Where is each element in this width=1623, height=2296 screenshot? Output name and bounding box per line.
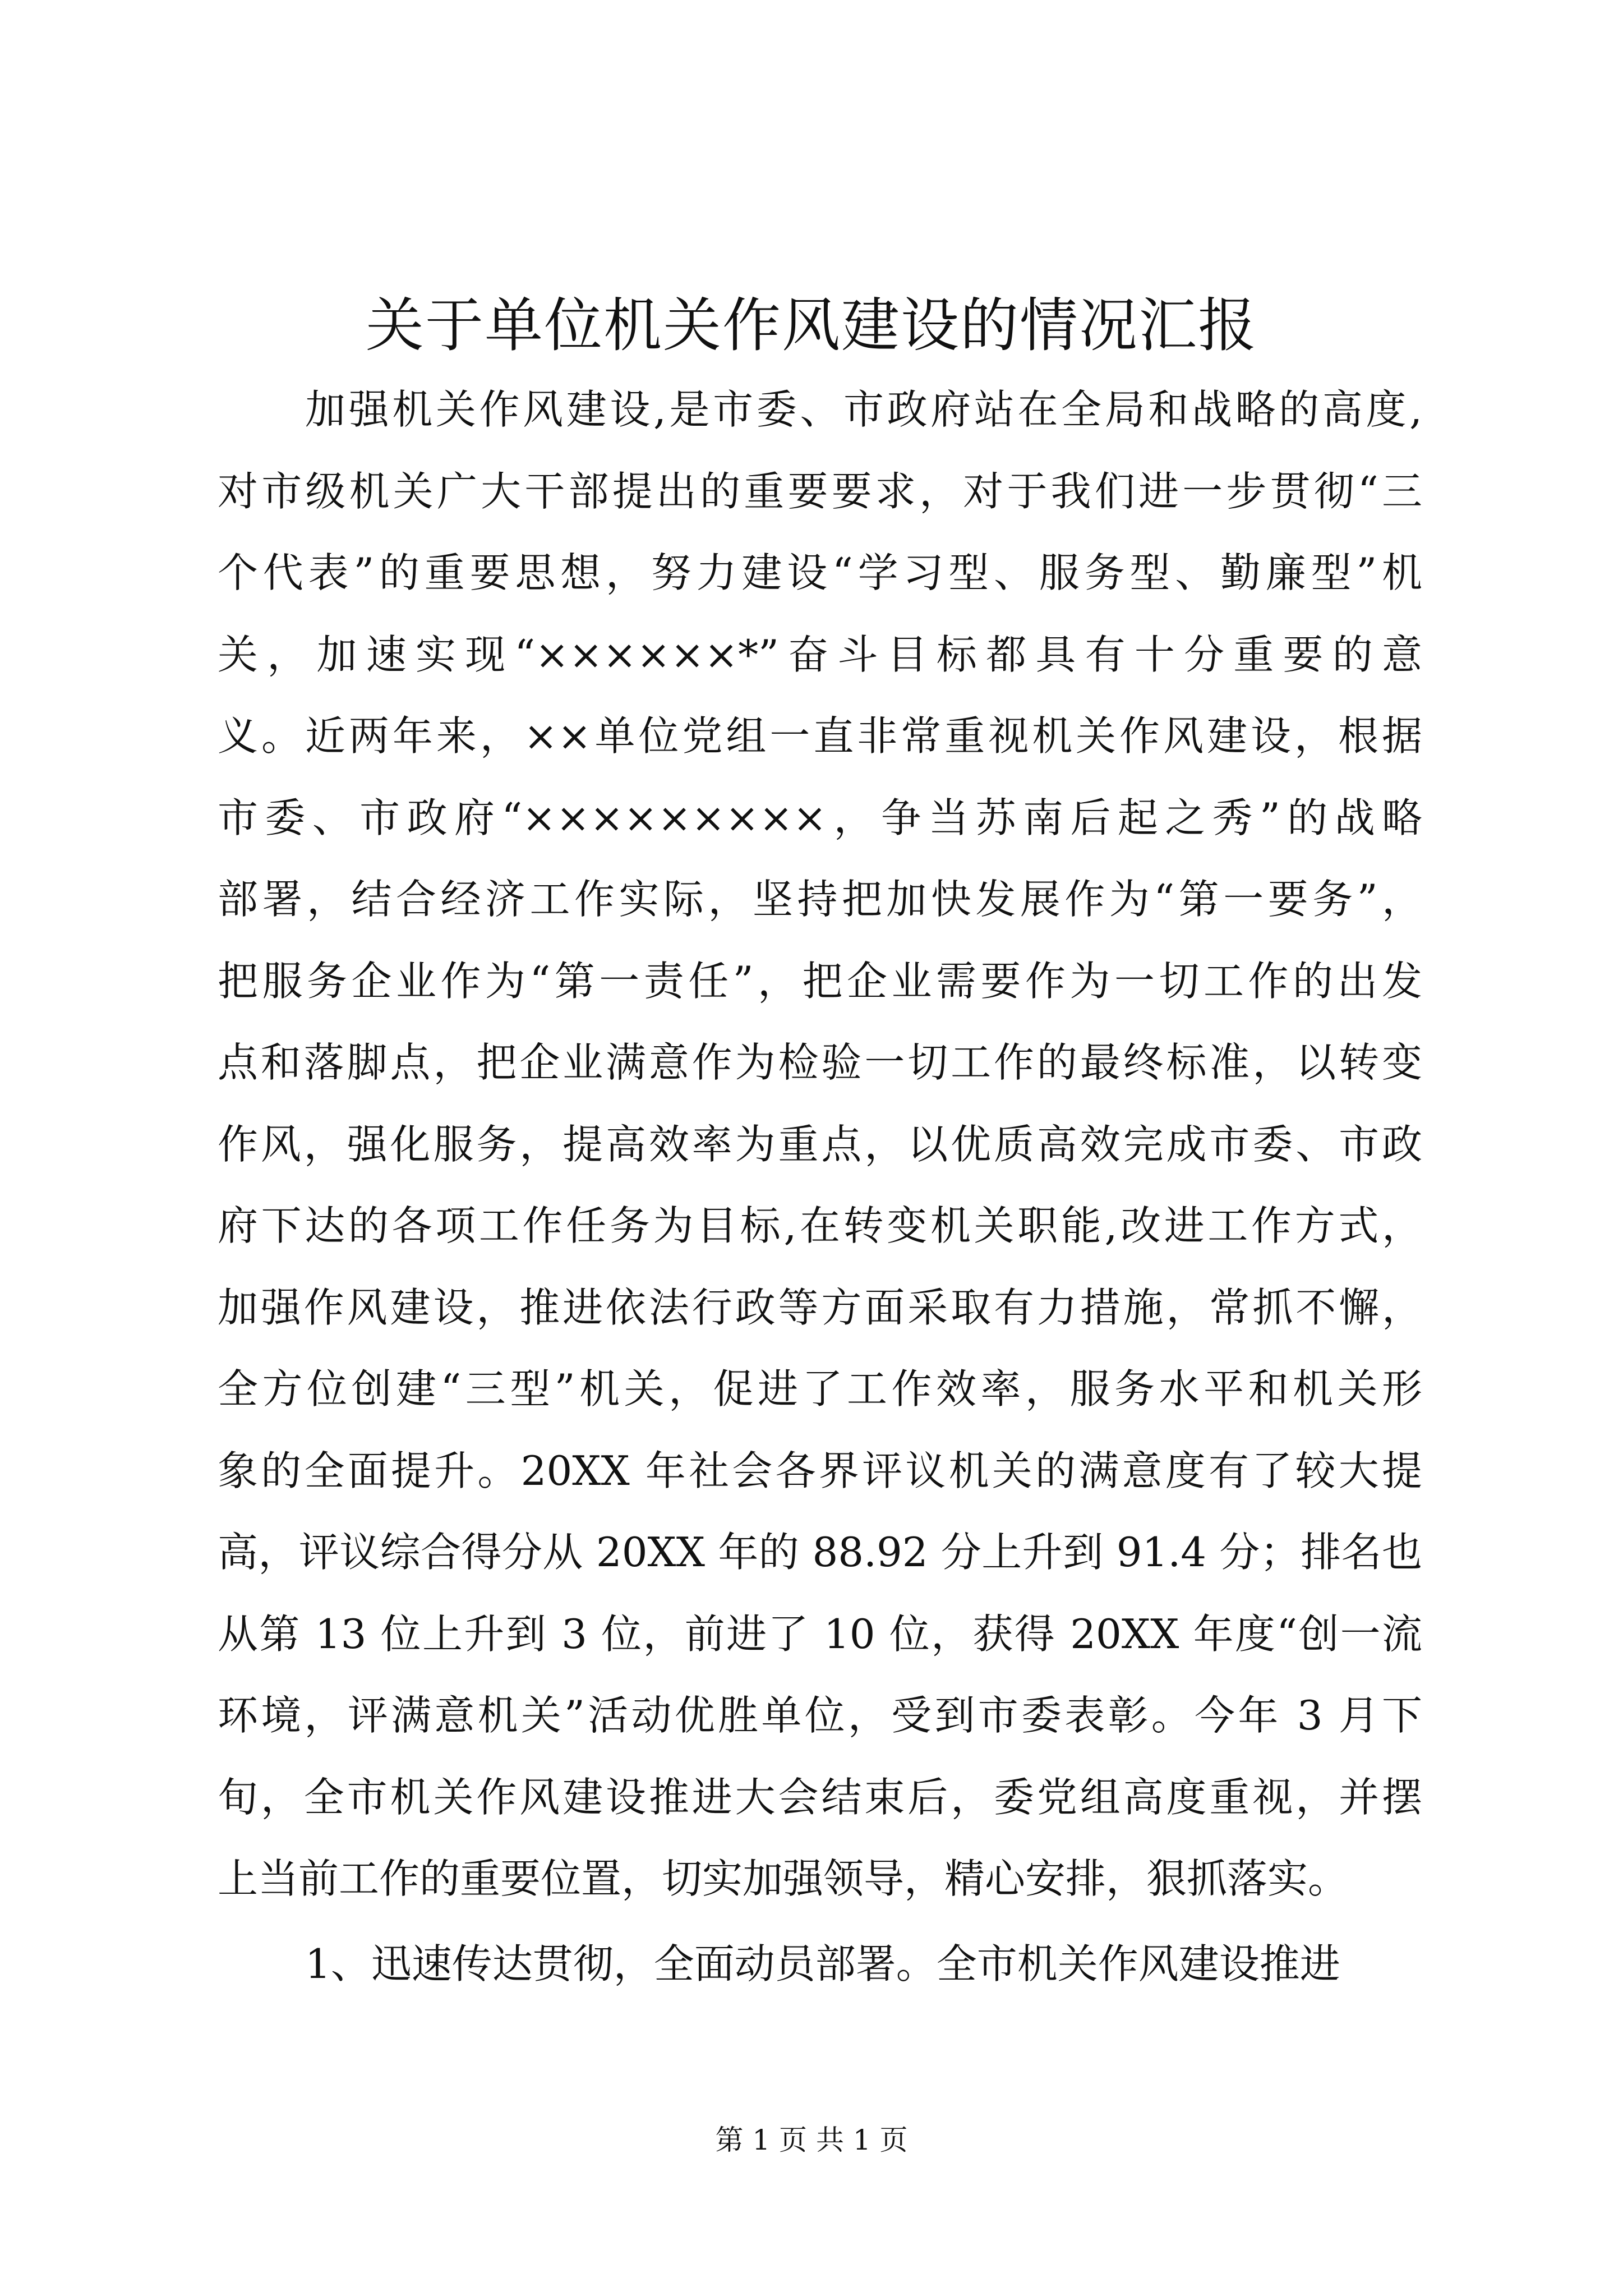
text-line: 对市级机关广大干部提出的重要要求，对于我们进一步贯彻“三 <box>218 467 1422 515</box>
text-line: 加强机关作风建设,是市委、市政府站在全局和战略的高度, <box>305 386 1422 433</box>
text-line: 作风，强化服务，提高效率为重点，以优质高效完成市委、市政 <box>218 1120 1422 1168</box>
text-line: 关，加速实现“××××××*”奋斗目标都具有十分重要的意 <box>218 631 1422 678</box>
text-line: 点和落脚点，把企业满意作为检验一切工作的最终标准，以转变 <box>218 1039 1422 1086</box>
text-line: 1、迅速传达贯彻，全面动员部署。全市机关作风建设推进 <box>305 1940 1340 1987</box>
text-line: 全方位创建“三型”机关，促进了工作效率，服务水平和机关形 <box>218 1365 1422 1412</box>
text-line: 象的全面提升。20XX 年社会各界评议机关的满意度有了较大提 <box>218 1447 1422 1494</box>
paragraph <box>218 369 1422 1920</box>
text-line: 旬，全市机关作风建设推进大会结束后，委党组高度重视，并摆 <box>218 1773 1422 1821</box>
document-body <box>218 369 1422 2005</box>
text-line: 从第 13 位上升到 3 位，前进了 10 位，获得 20XX 年度“创一流 <box>218 1610 1422 1658</box>
text-line: 市委、市政府“×××××××××，争当苏南后起之秀”的战略 <box>218 794 1422 841</box>
text-line: 上当前工作的重要位置，切实加强领导，精心安排，狠抓落实。 <box>218 1855 1349 1902</box>
text-line: 加强作风建设，推进依法行政等方面采取有力措施，常抓不懈， <box>218 1283 1422 1331</box>
text-line: 义。近两年来，××单位党组一直非常重视机关作风建设，根据 <box>218 712 1422 760</box>
text-line: 个代表”的重要思想，努力建设“学习型、服务型、勤廉型”机 <box>218 549 1422 596</box>
text-line: 环境，评满意机关”活动优胜单位，受到市委表彰。今年 3 月下 <box>218 1692 1422 1739</box>
text-line: 高，评议综合得分从 20XX 年的 88.92 分上升到 91.4 分；排名也 <box>218 1529 1422 1576</box>
page-footer: 第 1 页 共 1 页 <box>715 2124 908 2156</box>
paragraph <box>218 1924 1422 2005</box>
text-line: 部署，结合经济工作实际，坚持把加快发展作为“第一要务”， <box>218 876 1422 923</box>
text-line: 府下达的各项工作任务为目标,在转变机关职能,改进工作方式， <box>218 1202 1422 1249</box>
text-line: 把服务企业作为“第一责任”，把企业需要作为一切工作的出发 <box>218 957 1422 1005</box>
document-title: 关于单位机关作风建设的情况汇报 <box>365 291 1257 360</box>
